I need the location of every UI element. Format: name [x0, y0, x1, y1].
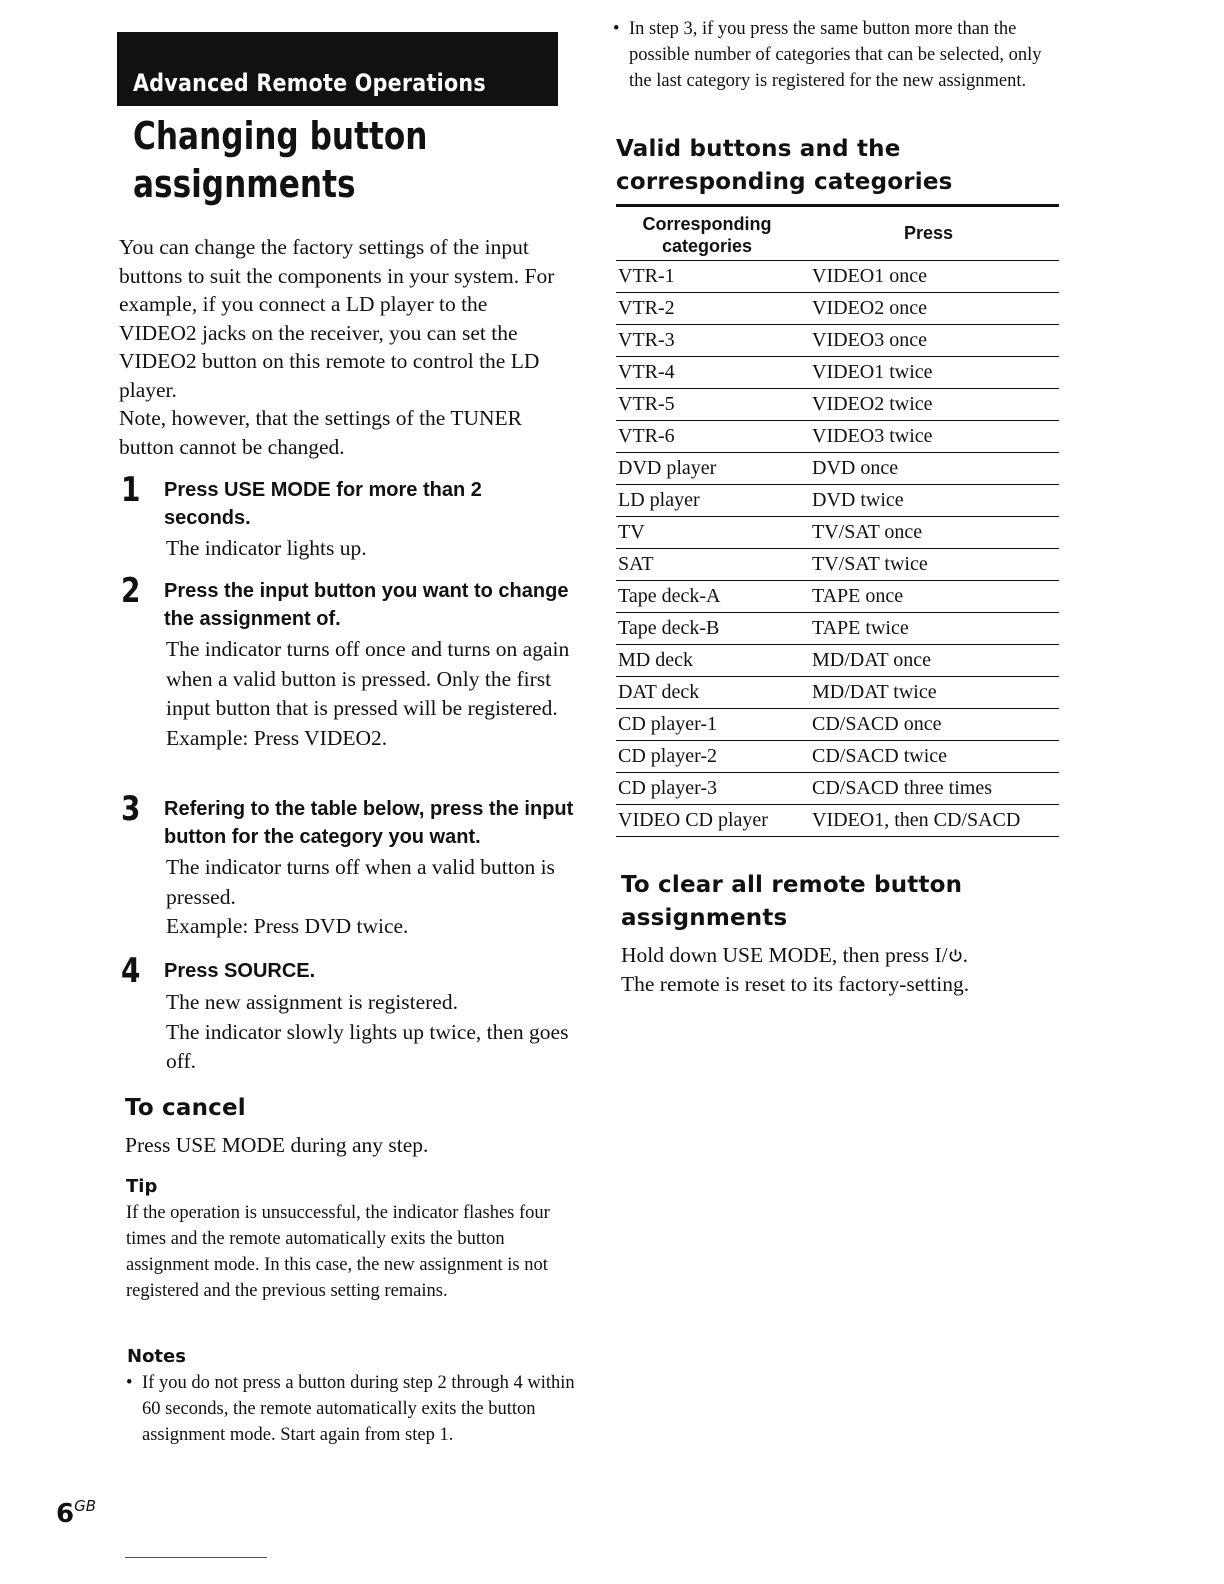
cell-category: CD player-3 [618, 777, 718, 799]
cell-press: VIDEO1 once [812, 265, 927, 287]
cell-press: CD/SACD once [812, 713, 942, 735]
intro-note: Note, however, that the settings of the TUNER button cannot be changed. [119, 406, 522, 459]
note-item: • In step 3, if you press the same button more than the possible number of categories that can be selected, only the last category is registered for the new assignment. [613, 16, 1063, 94]
cell-press: MD/DAT twice [812, 681, 937, 703]
table-row [616, 517, 1059, 549]
cell-press: MD/DAT once [812, 649, 932, 671]
tip-heading: Tip [126, 1176, 158, 1197]
step-heading: Refering to the table below, press the input button for the category you want. [164, 798, 574, 848]
clear-instruction: Hold down USE MODE, then press I/ . [621, 943, 969, 967]
power-icon [948, 948, 963, 963]
cell-press: VIDEO3 twice [812, 425, 933, 447]
page-title [133, 112, 477, 208]
cell-category: VTR-5 [618, 393, 675, 415]
step-heading: Press USE MODE for more than 2 seconds. [164, 479, 482, 529]
step-number: 3 [121, 789, 141, 829]
table-row [616, 453, 1059, 485]
table-row [616, 741, 1059, 773]
table-row [616, 389, 1059, 421]
cell-press: TAPE once [812, 585, 904, 607]
cell-category: VIDEO CD player [618, 809, 768, 831]
cell-category: MD deck [618, 649, 693, 671]
cell-press: CD/SACD three times [812, 777, 992, 799]
note-item: • If you do not press a button during step 2 through 4 within 60 seconds, the remote automatically exits the button assignment mode. Start again from step 1. [126, 1370, 576, 1448]
step-body-text: The indicator lights up. [166, 536, 367, 560]
cell-category: CD player-2 [618, 745, 718, 767]
clear-result: The remote is reset to its factory-setting. [621, 972, 970, 996]
step-number: 1 [121, 470, 141, 510]
cell-press: TAPE twice [812, 617, 909, 639]
cell-press: DVD once [812, 457, 899, 479]
cell-category: DVD player [618, 457, 717, 479]
column-header-category: Corresponding categories [642, 214, 772, 256]
page-title-line1: Changing button [133, 114, 428, 158]
cell-category: Tape deck-B [618, 617, 720, 639]
step-body-text: The indicator turns off when a valid button is pressed. [166, 855, 555, 909]
step-body-example: Example: Press DVD twice. [166, 914, 409, 938]
clear-heading: To clear all remote button assignments [621, 872, 963, 931]
table-row [616, 709, 1059, 741]
cell-press: VIDEO2 once [812, 297, 927, 319]
step-heading: Press SOURCE. [164, 960, 316, 982]
cell-press: DVD twice [812, 489, 904, 511]
notes-heading: Notes [127, 1346, 186, 1367]
table-body [616, 261, 1059, 837]
notes-list [126, 1370, 576, 1448]
cell-category: VTR-1 [618, 265, 675, 287]
step-body-text: The new assignment is registered. [166, 990, 458, 1014]
intro-text [119, 233, 569, 461]
step-body [166, 853, 576, 942]
step-body-text: The indicator slowly lights up twice, then goes off. [166, 1019, 569, 1073]
table-row [616, 549, 1059, 581]
cell-category: Tape deck-A [618, 585, 721, 607]
table-row [616, 613, 1059, 645]
cell-category: VTR-2 [618, 297, 675, 319]
assignment-table [616, 204, 1059, 837]
clear-text [621, 941, 1061, 999]
table-row [616, 805, 1059, 837]
cell-category: VTR-6 [618, 425, 675, 447]
cell-press: TV/SAT once [812, 521, 923, 543]
cell-category: SAT [618, 553, 654, 575]
page-title-line2: assignments [133, 162, 356, 206]
section-banner-label: Advanced Remote Operations [133, 69, 486, 97]
cell-press: VIDEO1 twice [812, 361, 933, 383]
step-body-example: Example: Press VIDEO2. [166, 725, 388, 750]
table-row [616, 677, 1059, 709]
cell-category: VTR-4 [618, 361, 675, 383]
table-row [616, 325, 1059, 357]
page-number: $6^{GB}$ [56, 1497, 97, 1529]
section-banner [117, 32, 558, 106]
cell-press: VIDEO2 twice [812, 393, 933, 415]
table-row [616, 421, 1059, 453]
cell-category: CD player-1 [618, 713, 718, 735]
cell-press: VIDEO3 once [812, 329, 927, 351]
table-row [616, 773, 1059, 805]
table-heading: Valid buttons and the corresponding categories [616, 136, 953, 195]
step-body [166, 635, 576, 753]
cell-category: VTR-3 [618, 329, 675, 351]
table-row [616, 645, 1059, 677]
table-row [616, 261, 1059, 293]
tip-text: If the operation is unsuccessful, the indicator flashes four times and the remote automatically exits the button assignment mode. In this case, the new assignment is not registered and the previous setting remains. [126, 1203, 550, 1301]
step-body [166, 534, 576, 564]
cell-press: CD/SACD twice [812, 745, 947, 767]
table-header [616, 207, 1059, 261]
step-number: 2 [121, 571, 141, 611]
step-heading: Press the input button you want to change the assignment of. [164, 580, 569, 630]
step-body [166, 988, 576, 1077]
cell-category: DAT deck [618, 681, 700, 703]
intro-paragraph: You can change the factory settings of the input buttons to suit the components in your system. For example, if you connect a LD player to the VIDEO2 jacks on the receiver, you can set the VIDEO2 button on this remote to control the LD player. [119, 235, 555, 402]
table-row [616, 485, 1059, 517]
cancel-heading: To cancel [125, 1095, 246, 1121]
notes-list-continued [613, 16, 1063, 94]
cancel-text: Press USE MODE during any step. [125, 1133, 429, 1157]
column-header-press: Press [903, 223, 954, 243]
cell-category: LD player [618, 489, 700, 511]
step-number: 4 [121, 951, 141, 991]
table-row [616, 357, 1059, 389]
table-row [616, 581, 1059, 613]
table-row [616, 293, 1059, 325]
cell-press: VIDEO1, then CD/SACD [812, 809, 1021, 831]
cell-category: TV [618, 521, 645, 543]
footer-rule [125, 1557, 267, 1558]
step-body-text: The indicator turns off once and turns on again when a valid button is pressed. Only the first input button that is pressed will be registered. [166, 637, 570, 720]
cell-press: TV/SAT twice [812, 553, 928, 575]
